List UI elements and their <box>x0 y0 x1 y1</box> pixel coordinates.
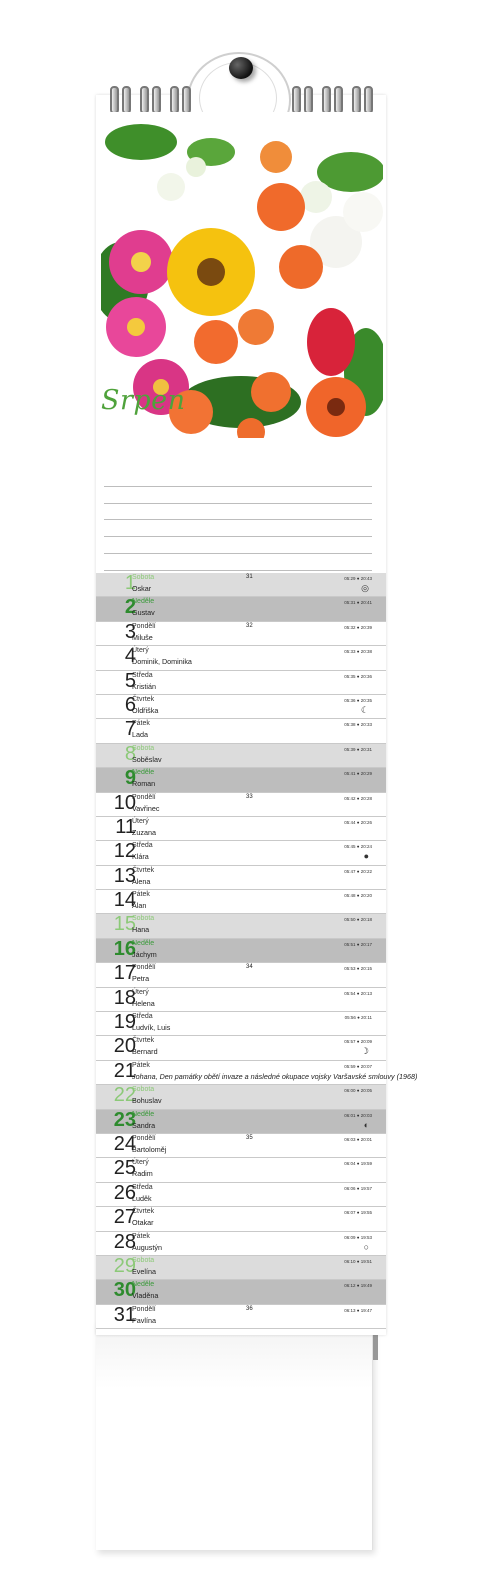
calendar-back-sheet <box>96 1320 373 1550</box>
day-row <box>96 1059 418 1085</box>
day-row <box>96 622 386 646</box>
note-line <box>104 470 372 487</box>
name-day: Sandra <box>132 1120 156 1130</box>
sun-times: 05:47 ● 20:22 <box>344 868 372 874</box>
moon-phase-icon: ☽ <box>360 1046 369 1057</box>
ring-icon <box>170 86 179 114</box>
day-row <box>96 1232 386 1256</box>
sun-times: 06:04 ● 19:59 <box>344 1161 372 1167</box>
name-day: Oldřiška <box>132 705 159 715</box>
day-row <box>96 817 386 841</box>
ring-icon <box>322 86 331 114</box>
name-day: Hana <box>132 925 150 935</box>
sun-times: 05:57 ● 20:09 <box>344 1039 372 1045</box>
nail-icon <box>229 57 253 79</box>
week-number: 35 <box>246 1134 253 1141</box>
name-day: Bohuslav <box>132 1096 162 1106</box>
name-day: Gustav <box>132 608 155 618</box>
sun-times: 06:01 ● 20:03 <box>344 1112 372 1118</box>
name-day: Oskar <box>132 584 152 593</box>
sun-times: 05:44 ● 20:26 <box>344 819 372 825</box>
day-number: 12 <box>113 840 136 863</box>
name-day: Radim <box>132 1169 153 1179</box>
name-day: Augustýn <box>132 1242 162 1252</box>
day-number: 11 <box>115 815 136 838</box>
sun-times: 05:32 ● 20:39 <box>344 624 372 630</box>
day-name: Sobota <box>132 1256 155 1264</box>
sun-times: 06:06 ● 19:57 <box>344 1185 372 1191</box>
sun-times: 05:31 ● 20:41 <box>344 600 372 606</box>
sun-times: 05:33 ● 20:38 <box>344 649 372 655</box>
day-number: 5 <box>124 669 136 692</box>
day-number: 18 <box>113 986 136 1009</box>
day-name: Sobota <box>132 915 155 923</box>
ring-icon <box>304 86 313 114</box>
day-row <box>96 719 386 743</box>
moon-phase-icon: ◎ <box>361 583 369 593</box>
name-day: Bernard <box>132 1047 158 1057</box>
day-name: Úterý <box>132 988 149 996</box>
sun-times: 05:50 ● 20:18 <box>344 917 372 923</box>
day-row <box>96 1305 386 1329</box>
day-name: Neděle <box>132 1110 155 1118</box>
day-list <box>96 572 418 1329</box>
note-line <box>104 487 372 504</box>
day-row <box>96 939 386 963</box>
day-name: Sobota <box>132 574 155 581</box>
day-name: Neděle <box>132 1281 155 1289</box>
sun-times: 05:56 ● 20:11 <box>344 1015 372 1021</box>
day-row <box>96 1085 386 1109</box>
day-row <box>96 646 386 670</box>
week-number: 33 <box>246 793 253 800</box>
name-day: Vladěna <box>132 1291 159 1301</box>
name-day: Soběslav <box>132 754 162 764</box>
moon-phase-icon: ● <box>363 851 369 862</box>
day-number: 10 <box>113 791 136 814</box>
day-row <box>96 597 386 621</box>
name-day: Evelína <box>132 1266 156 1276</box>
day-number: 30 <box>113 1279 136 1302</box>
day-number: 24 <box>113 1132 136 1155</box>
day-number: 8 <box>124 742 136 765</box>
moon-phase-icon: ◐ <box>363 1119 369 1130</box>
ring-icon <box>364 86 373 114</box>
day-name: Pondělí <box>132 1134 156 1142</box>
ring-icon <box>152 86 161 114</box>
name-day: Jáchym <box>132 949 157 959</box>
week-number: 32 <box>246 622 253 629</box>
sun-times: 05:54 ● 20:13 <box>344 990 372 996</box>
day-row <box>96 841 386 865</box>
day-name: Čtvrtek <box>132 866 155 874</box>
day-name: Čtvrtek <box>132 1208 155 1216</box>
day-name: Pondělí <box>132 964 156 972</box>
day-number: 4 <box>124 645 136 668</box>
day-row <box>96 1134 386 1158</box>
note-line <box>104 537 372 554</box>
day-row <box>96 963 386 987</box>
day-name: Neděle <box>132 598 155 606</box>
sun-times: 05:42 ● 20:28 <box>344 795 372 801</box>
sun-times: 06:10 ● 19:51 <box>344 1258 372 1264</box>
sun-times: 06:09 ● 19:53 <box>344 1234 372 1240</box>
ring-icon <box>140 86 149 114</box>
note-line <box>104 504 372 521</box>
day-number: 19 <box>113 1011 136 1034</box>
sun-times: 06:07 ● 19:55 <box>344 1210 372 1216</box>
name-day: Roman <box>132 779 156 789</box>
name-day: Dominik, Dominika <box>132 657 192 667</box>
day-name: Úterý <box>132 817 149 825</box>
day-row <box>96 1036 386 1060</box>
day-number: 3 <box>124 620 136 643</box>
day-name: Středa <box>132 1013 153 1021</box>
name-day: Helena <box>132 998 155 1008</box>
day-number: 23 <box>113 1108 136 1131</box>
day-name: Úterý <box>132 1159 149 1167</box>
ring-icon <box>110 86 119 114</box>
day-name: Středa <box>132 671 153 679</box>
name-day: Bartoloměj <box>132 1144 167 1154</box>
name-day: Pavlína <box>132 1315 156 1325</box>
sun-times: 05:45 ● 20:24 <box>344 844 372 850</box>
day-row <box>96 1280 386 1304</box>
day-number: 21 <box>113 1059 136 1082</box>
name-day: Zuzana <box>132 827 156 837</box>
day-name: Pondělí <box>132 793 156 801</box>
name-day: Alena <box>132 876 151 886</box>
name-day: Kristián <box>132 681 156 691</box>
sun-times: 05:36 ● 20:35 <box>344 697 372 703</box>
name-day: Alan <box>132 901 147 911</box>
name-day: Vavřinec <box>132 803 160 813</box>
day-row <box>96 1183 386 1207</box>
day-name: Neděle <box>132 939 155 947</box>
day-name: Pátek <box>132 720 150 728</box>
day-row <box>96 1207 386 1231</box>
day-number: 25 <box>113 1157 136 1180</box>
week-number: 36 <box>246 1305 253 1312</box>
day-row <box>96 1012 386 1036</box>
day-name: Pondělí <box>132 622 156 630</box>
day-number: 20 <box>113 1035 136 1058</box>
sun-times: 06:13 ● 19:47 <box>344 1307 372 1313</box>
moon-phase-icon: ○ <box>363 1241 369 1252</box>
day-row <box>96 671 386 695</box>
day-name: Pátek <box>132 1061 150 1069</box>
day-row <box>96 768 386 792</box>
month-title: Srpen <box>101 385 186 416</box>
name-day: Klára <box>132 852 149 862</box>
day-row <box>96 1256 386 1280</box>
day-number: 17 <box>113 962 136 985</box>
sun-times: 05:51 ● 20:17 <box>344 941 372 947</box>
day-row <box>96 866 386 890</box>
sun-times: 05:39 ● 20:31 <box>344 746 372 752</box>
ring-icon <box>292 86 301 114</box>
ring-icon <box>352 86 361 114</box>
sun-times: 05:48 ● 20:20 <box>344 893 372 899</box>
day-name: Sobota <box>132 1086 155 1094</box>
sun-times: 05:35 ● 20:36 <box>344 673 372 679</box>
ring-icon <box>334 86 343 114</box>
day-name: Úterý <box>132 647 149 655</box>
day-number: 14 <box>113 889 136 912</box>
day-name: Pátek <box>132 891 150 899</box>
name-day: Petra <box>132 974 150 984</box>
day-name: Středa <box>132 842 153 850</box>
day-row <box>96 914 386 938</box>
day-number: 27 <box>113 1206 136 1229</box>
day-name: Čtvrtek <box>132 1037 155 1045</box>
day-number: 15 <box>113 913 136 936</box>
notes-area <box>104 470 372 571</box>
day-number: 7 <box>124 718 136 741</box>
day-row <box>96 1158 386 1182</box>
ring-icon <box>122 86 131 114</box>
day-row <box>96 744 386 768</box>
day-row <box>96 695 386 719</box>
day-name: Pondělí <box>132 1305 156 1313</box>
week-number: 34 <box>246 964 253 971</box>
day-number: 26 <box>113 1181 136 1204</box>
day-number: 13 <box>113 864 136 887</box>
day-name: Pátek <box>132 1232 150 1240</box>
sun-times: 06:03 ● 20:01 <box>344 1136 372 1142</box>
name-day: Miluše <box>132 632 153 642</box>
day-number: 29 <box>113 1254 136 1277</box>
day-number: 28 <box>113 1230 136 1253</box>
day-row <box>96 988 386 1012</box>
moon-phase-icon: ☾ <box>360 704 369 715</box>
sun-times: 05:53 ● 20:15 <box>344 966 372 972</box>
day-row <box>96 573 386 597</box>
sun-times: 05:41 ● 20:29 <box>344 771 372 777</box>
sun-times: 06:12 ● 19:49 <box>344 1283 372 1289</box>
name-day: Lada <box>132 730 148 740</box>
name-day: Otakar <box>132 1218 154 1228</box>
day-name: Neděle <box>132 769 155 777</box>
day-number: 2 <box>124 596 136 619</box>
sun-times: 05:29 ● 20:43 <box>344 576 372 581</box>
week-number: 31 <box>246 574 253 580</box>
day-number: 1 <box>124 572 136 594</box>
ring-icon <box>182 86 191 114</box>
day-row <box>96 890 386 914</box>
day-row <box>96 793 386 817</box>
name-day: Johana, Den památky obětí invaze a následné okupace vojsky Varšavské smlouvy (1968) <box>132 1071 418 1081</box>
name-day: Ludvík, Luis <box>132 1023 171 1033</box>
day-number: 31 <box>113 1303 136 1326</box>
day-number: 16 <box>113 937 136 960</box>
day-name: Čtvrtek <box>132 695 155 703</box>
day-number: 22 <box>113 1084 136 1107</box>
sun-times: 05:59 ● 20:07 <box>344 1063 372 1069</box>
day-number: 6 <box>124 693 136 716</box>
sun-times: 05:38 ● 20:33 <box>344 722 372 728</box>
day-name: Středa <box>132 1183 153 1191</box>
day-name: Sobota <box>132 744 155 752</box>
name-day: Luděk <box>132 1193 152 1203</box>
day-number: 9 <box>124 767 136 790</box>
note-line <box>104 554 372 571</box>
note-line <box>104 520 372 537</box>
sun-times: 06:00 ● 20:05 <box>344 1088 372 1094</box>
day-row <box>96 1110 386 1134</box>
